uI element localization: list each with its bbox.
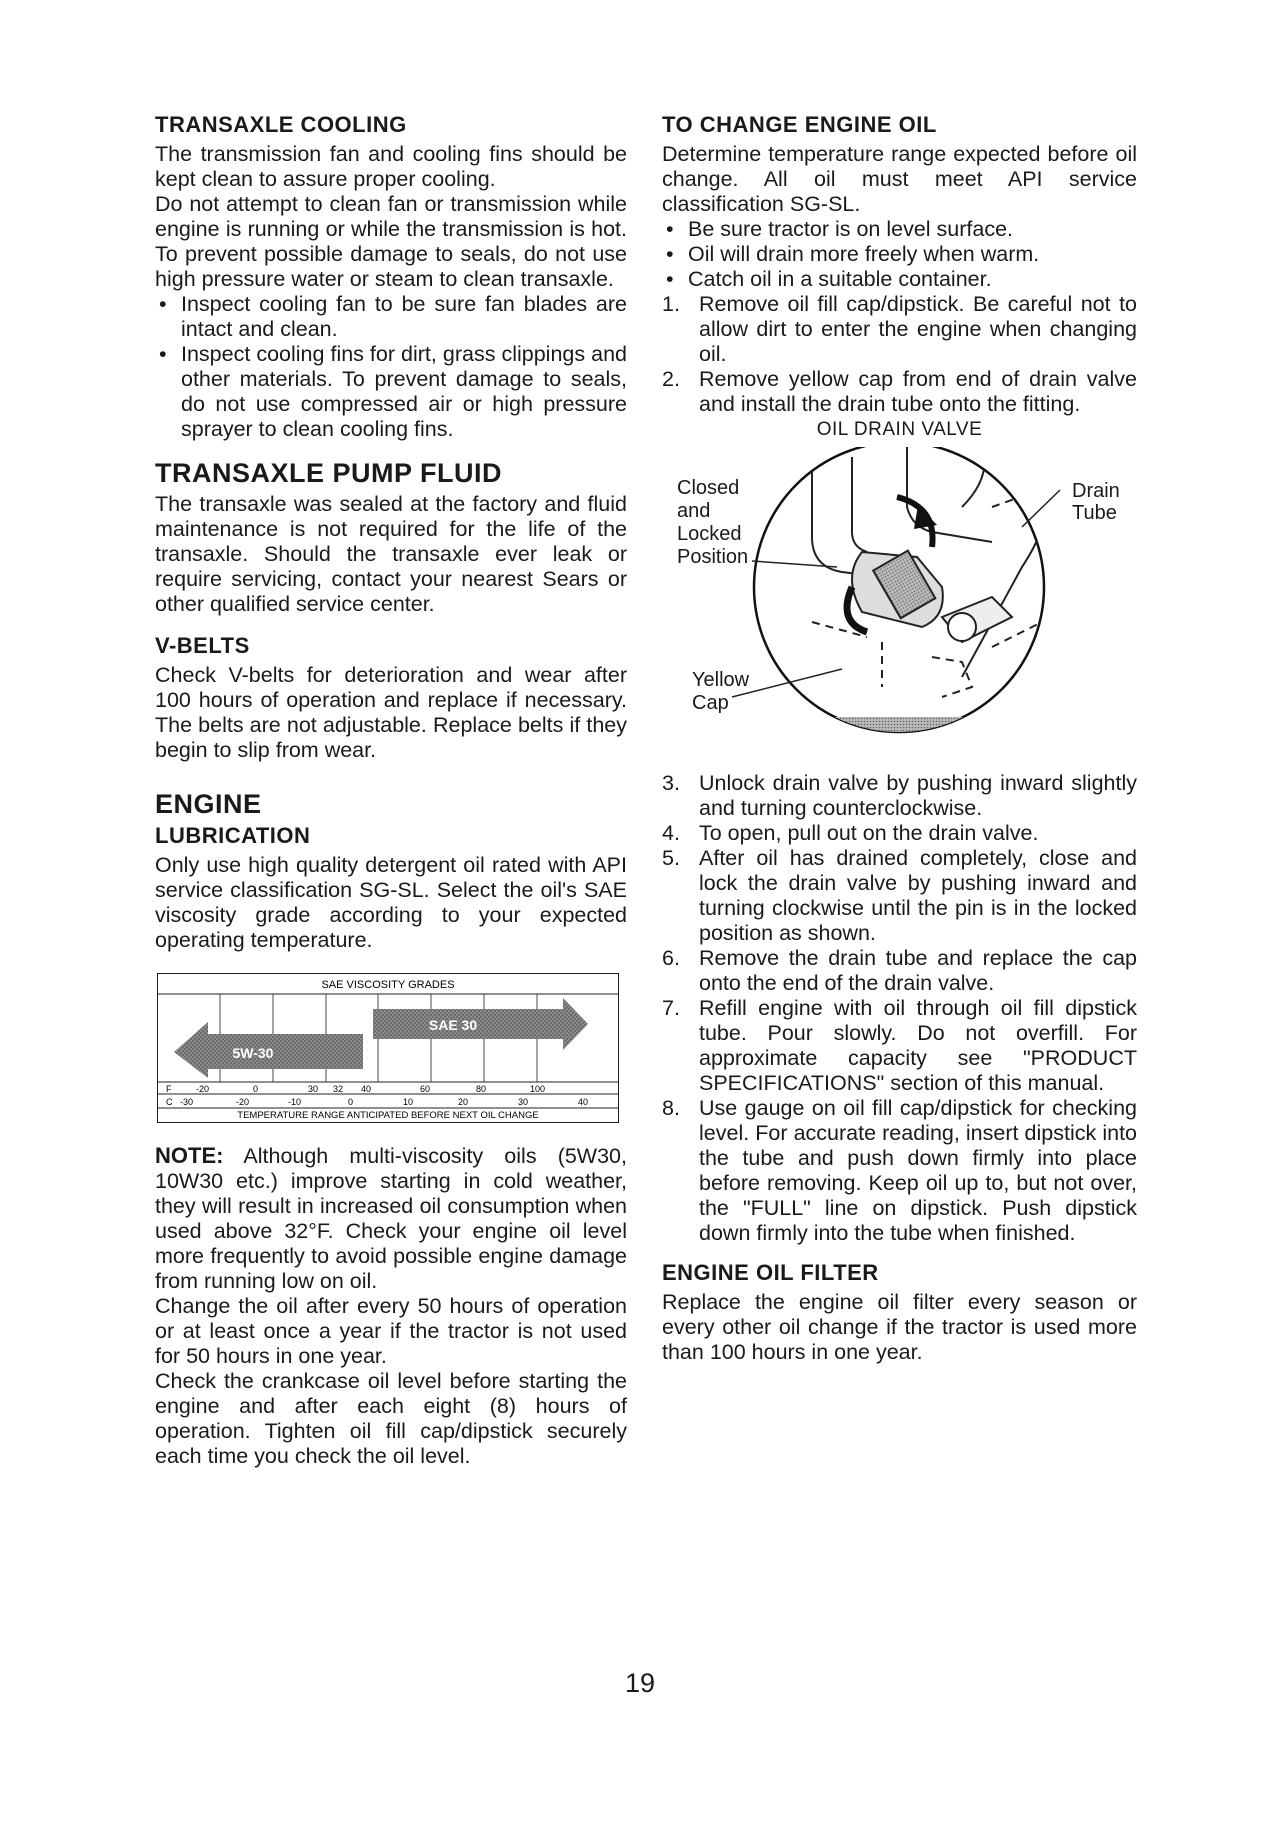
c-tick: -10 [288,1097,302,1107]
list-item: • Be sure tractor is on level surface. [662,217,1137,242]
c-tick: 40 [578,1097,589,1107]
vbelts-para: Check V-belts for deterioration and wear after 100 hours of operation and replace if necessary. The belts are not adjustable. Replace belts if they begin to slip from wear. [155,663,627,762]
figure-title: OIL DRAIN VALVE [816,419,983,440]
list-item: • Oil will drain more freely when warm. [662,242,1137,267]
note-section [155,1143,627,1469]
step-text: After oil has drained completely, close and lock the drain valve by pushing inward and turning clockwise until the pin is in the locked position as shown. [699,846,1137,945]
list-item [662,771,1137,821]
step-text: Remove the drain tube and replace the cap onto the end of the drain valve. [699,946,1137,995]
note-text: Although multi-viscosity oils (5W30, 10W30 etc.) improve starting in cold weather, they will result in increased oil consumption when used above 32°F. Check your engine oil level more frequently to avoid possible engine damage from running low on oil. [155,1144,627,1293]
change-oil-steps-b [662,771,1137,1246]
label-cap: Cap [692,692,729,714]
list-item: • Inspect cooling fan to be sure fan blades are intact and clean. [155,292,627,342]
sae30-bar [373,998,588,1050]
vbelts-heading: V-BELTS [155,633,250,658]
transaxle-cooling-para2: Do not attempt to clean fan or transmission while engine is running or while the transmission is hot. To prevent possible damage to seals, do not use high pressure water or steam to clean transaxle. [155,192,627,291]
5w30-label: 5W-30 [232,1045,274,1061]
viscosity-chart [157,973,619,1123]
viscosity-chart-graphic [158,974,618,1122]
step-number: 7. [662,996,680,1020]
label-position: Position [677,546,749,568]
f-tick: -20 [196,1084,210,1094]
oil-filter-para: Replace the engine oil filter every season or every other oil change if the tractor is used more than 100 hours in one year. [662,1290,1137,1364]
transaxle-cooling-section [155,112,627,442]
transaxle-cooling-para1: The transmission fan and cooling fins should be kept clean to assure proper cooling. [155,142,627,191]
engine-heading: ENGINE [155,789,262,819]
c-tick: 20 [458,1097,469,1107]
c-tick: -20 [236,1097,250,1107]
chart-title: SAE VISCOSITY GRADES [321,979,455,991]
list-item [662,367,1137,417]
transaxle-cooling-heading: TRANSAXLE COOLING [155,112,407,137]
list-item: • Inspect cooling fins for dirt, grass clippings and other materials. To prevent damage to seals, do not use compressed air or high pressure sprayer to clean cooling fins. [155,342,627,442]
step-text: To open, pull out on the drain valve. [699,821,1039,845]
c-tick: 30 [518,1097,529,1107]
list-item [662,846,1137,946]
label-locked: Locked [677,523,742,545]
label-drain: Drain [1072,480,1120,502]
f-label: F [166,1084,172,1094]
change-oil-steps-a [662,292,1137,417]
step-number: 8. [662,1096,680,1120]
list-item [662,821,1137,846]
c-tick: -30 [180,1097,194,1107]
label-and: and [677,500,711,522]
step-number: 5. [662,846,680,870]
c-label: C [166,1097,173,1107]
step-number: 4. [662,821,680,845]
oil-filter-heading: ENGINE OIL FILTER [662,1260,879,1285]
step-text: Remove oil fill cap/dipstick. Be careful not to allow dirt to enter the engine when changing oil. [699,292,1137,366]
engine-section [155,789,627,953]
vbelts-section [155,633,627,763]
list-item [662,292,1137,367]
right-column [662,112,1137,1365]
list-item [662,1096,1137,1246]
f-tick: 30 [308,1084,319,1094]
lubrication-para: Only use high quality detergent oil rated with API service classification SG-SL. Select the oil's SAE viscosity grade according to your expected operating temperature. [155,853,627,952]
f-tick: 32 [333,1084,344,1094]
label-yellow: Yellow [692,669,750,691]
change-oil-heading: TO CHANGE ENGINE OIL [662,112,937,137]
oil-change-interval-para: Change the oil after every 50 hours of operation or at least once a year if the tractor is not used for 50 hours in one year. [155,1294,627,1368]
f-scale [166,1084,545,1094]
c-scale [166,1097,588,1107]
f-tick: 40 [361,1084,372,1094]
label-closed: Closed [677,477,740,499]
f-tick: 60 [420,1084,431,1094]
step-text: Remove yellow cap from end of drain valve and install the drain tube onto the fitting. [699,367,1137,416]
step-text: Refill engine with oil through oil fill dipstick tube. Pour slowly. Do not overfill. For approximate capacity see "PRODUCT SPECIFICATIONS" section of this manual. [699,996,1137,1095]
step-number: 3. [662,771,680,795]
f-tick: 100 [530,1084,546,1094]
list-item [662,996,1137,1096]
page-number: 19 [624,1668,656,1698]
change-oil-section [662,112,1137,417]
step-number: 6. [662,946,680,970]
oil-filter-section [662,1260,1137,1365]
oil-drain-valve-figure [662,447,1137,757]
c-tick: 10 [403,1097,414,1107]
f-tick: 80 [476,1084,487,1094]
sae30-label: SAE 30 [428,1017,478,1033]
transaxle-cooling-bullets [155,292,627,442]
pump-fluid-section [155,458,627,617]
change-oil-para: Determine temperature range expected before oil change. All oil must meet API service classification SG-SL. [662,142,1137,216]
left-column [155,112,627,1469]
list-item [662,946,1137,996]
note-label: NOTE: [155,1143,224,1168]
step-text: Use gauge on oil fill cap/dipstick for checking level. For accurate reading, insert dipstick into the tube and push down firmly into place before removing. Keep oil up to, but not over, the "FULL" line on dipstick. Push dipstick down firmly into the tube when finished. [699,1096,1137,1245]
c-tick: 0 [348,1097,354,1107]
f-tick: 0 [253,1084,259,1094]
note-para [155,1143,627,1294]
pump-fluid-heading: TRANSAXLE PUMP FLUID [155,458,503,488]
crankcase-check-para: Check the crankcase oil level before starting the engine and after each eight (8) hours of operation. Tighten oil fill cap/dipstick securely each time you check the oil level. [155,1369,627,1468]
step-text: Unlock drain valve by pushing inward slightly and turning counterclockwise. [699,771,1137,820]
pump-fluid-para: The transaxle was sealed at the factory and fluid maintenance is not required for the life of the transaxle. Should the transaxle ever leak or require servicing, contact your nearest Sears or other qualified service center. [155,492,627,616]
step-number: 2. [662,367,680,391]
label-tube: Tube [1072,502,1117,524]
lubrication-heading: LUBRICATION [155,823,311,848]
step-number: 1. [662,292,680,316]
chart-footer: TEMPERATURE RANGE ANTICIPATED BEFORE NEXT OIL CHANGE [237,1110,539,1121]
change-oil-bullets [662,217,1137,292]
list-item: • Catch oil in a suitable container. [662,267,1137,292]
